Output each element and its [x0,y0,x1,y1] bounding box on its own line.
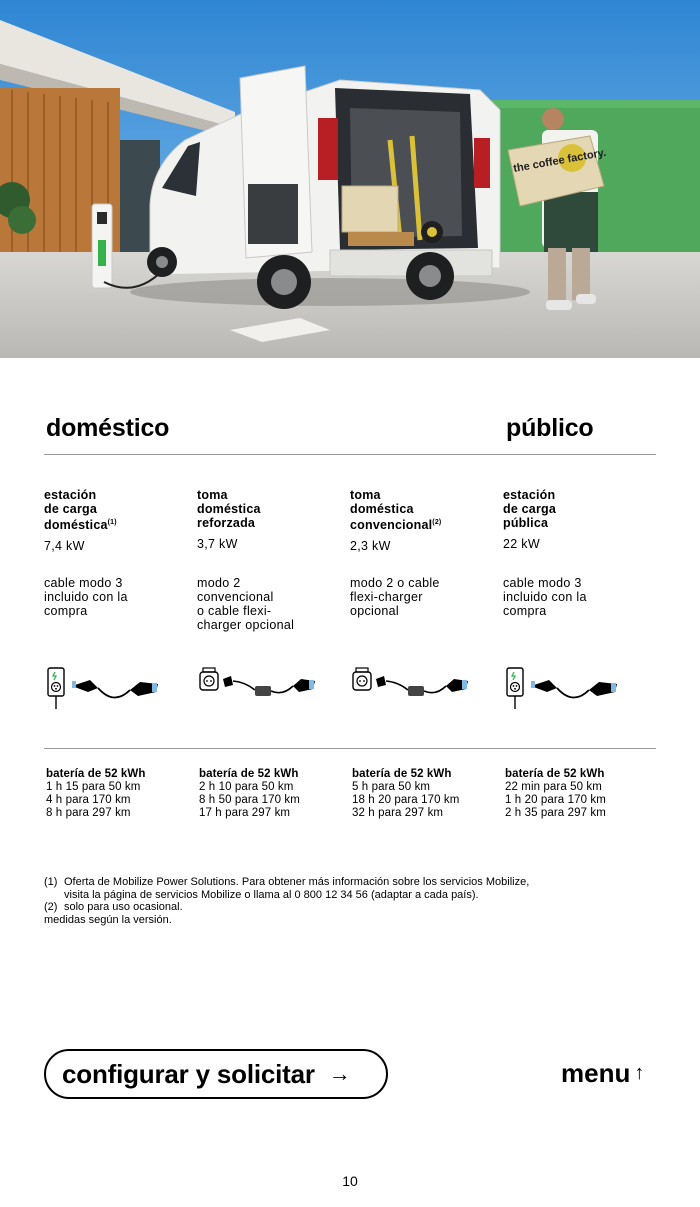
divider-top [44,454,656,455]
arrow-up-icon: ↑ [634,1062,645,1084]
charger-power: 22 kW [503,537,540,551]
standard-socket-cable-icon [350,666,500,712]
footnotes [44,876,644,926]
cable-description: modo 2 convencional o cable flexi- charger opcional [197,576,295,632]
configure-and-order-button[interactable] [44,1049,388,1099]
footnote-3: medidas según la versión. [44,913,172,926]
battery-times-home-station: batería de 52 kWh 1 h 15 para 50 km 4 h para 170 km 8 h para 297 km [46,768,146,819]
heading-domestic: doméstico [46,414,170,442]
reinforced-socket-cable-icon [197,666,347,712]
battery-times-reinforced-socket: batería de 52 kWh 2 h 10 para 50 km 8 h 50 para 170 km 17 h para 297 km [199,768,300,819]
charger-name: estación de carga pública [503,488,557,530]
charger-name: estación de carga doméstica$^{(1)}$ [44,488,117,533]
footnote-ref: (1) [107,519,117,526]
divider-bottom [44,748,656,749]
heading-public: público [506,414,594,442]
charger-power: 3,7 kW [197,537,238,551]
column-home-station [44,488,189,618]
public-charger-icon [503,666,653,712]
arrow-right-icon: → [328,1061,351,1086]
charger-name: toma doméstica convencional$^{(2)}$ [350,488,442,533]
cable-description: cable modo 3 incluido con la compra [503,576,587,618]
page-number: 10 [342,1173,358,1189]
cable-description: cable modo 3 incluido con la compra [44,576,128,618]
cable-description: modo 2 o cable flexi-charger opcional [350,576,440,618]
battery-times-public-station: batería de 52 kWh 22 min para 50 km 1 h 20 para 170 km 2 h 35 para 297 km [505,768,606,819]
hero-photo [0,0,700,358]
charger-power: 7,4 kW [44,539,85,554]
wallbox-charger-icon [44,666,194,712]
column-standard-socket [350,488,495,618]
configure-label: configurar y solicitar [62,1058,315,1089]
footnote-1: (1) Oferta de Mobilize Power Solutions. Para obtener más información sobre los servicios Mobilize, visita la página de servicios Mobilize o llama al 0 800 12 34 56 (adaptar a cada país). [44,876,530,901]
menu-label: menu [561,1058,631,1088]
menu-link[interactable] [561,1058,644,1089]
column-reinforced-socket [197,488,342,632]
charger-power: 2,3 kW [350,539,391,554]
footnote-ref: (2) [432,519,442,526]
column-public-station [503,488,648,618]
battery-times-standard-socket: batería de 52 kWh 5 h para 50 km 18 h 20 para 170 km 32 h para 297 km [352,768,460,819]
charger-name: toma doméstica reforzada [197,488,261,530]
box-brand-text: the coffee factory. [512,146,608,175]
footnote-2: (2) solo para uso ocasional. [44,901,183,913]
